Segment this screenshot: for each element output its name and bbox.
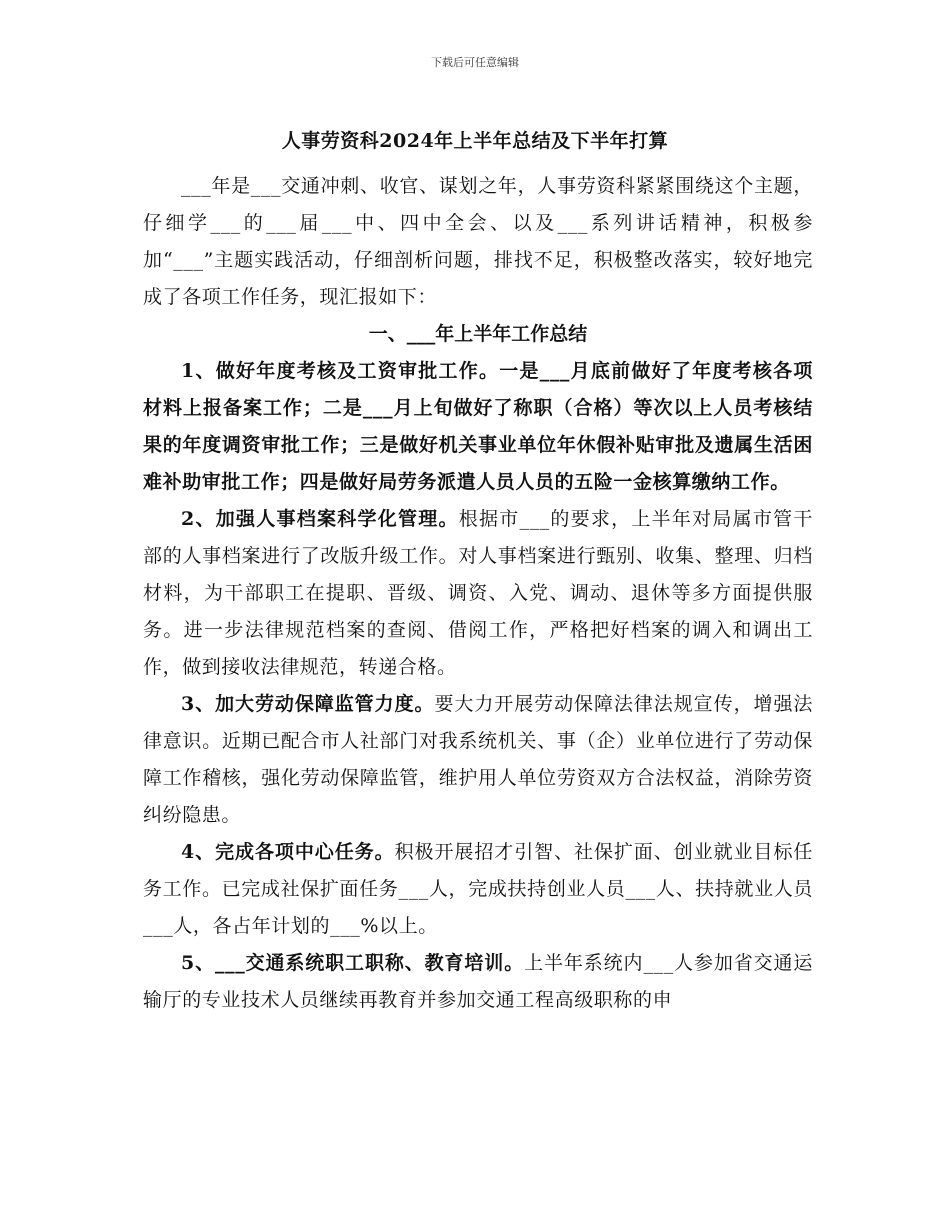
item-paragraph-3 [143,686,813,834]
item-lead: 2、加强人事档案科学化管理。 [181,508,459,530]
item-lead: 4、完成各项中心任务。 [181,841,395,863]
item-lead: 3、加大劳动保障监管力度。 [181,693,435,715]
intro-paragraph: ___年是___交通冲刺、收官、谋划之年，人事劳资科紧紧围绕这个主题，仔细学___的___届___中、四中全会、以及___系列讲话精神，积极参加“___”主题实践活动，仔细剖析问题，排找不足，积极整改落实，较好地完成了各项工作任务，现汇报如下： [143,175,813,308]
item-body: 根据市___的要求，上半年对局属市管干部的人事档案进行了改版升级工作。对人事档案进行甄别、收集、整理、归档材料，为干部职工在提职、晋级、调资、入党、调动、退休等多方面提供服务。进一步法律规范档案的查阅、借阅工作，严格把好档案的调入和调出工作，做到接收法律规范，转递合格。 [143,508,814,678]
item-paragraph-4 [143,834,813,945]
section-heading: 一、___年上半年工作总结 [368,323,588,345]
item-body: 积极开展招才引智、社保扩面、创业就业目标任务工作。已完成社保扩面任务___人，完成扶持创业人员___人、扶持就业人员___人，各占年计划的___%以上。 [143,841,813,937]
item-body: 要大力开展劳动保障法律法规宣传，增强法律意识。近期已配合市人社部门对我系统机关、事（企）业单位进行了劳动保障工作稽核，强化劳动保障监管，维护用人单位劳资双方合法权益，消除劳资纠纷隐患。 [143,693,813,826]
item-lead: 5、___交通系统职工职称、教育培训。 [181,952,525,974]
header-note: 下载后可任意编辑 [431,56,519,69]
item-paragraph-2 [143,501,813,686]
document-title: 人事劳资科2024年上半年总结及下半年打算 [281,130,669,152]
item-body: 上半年系统内___人参加省交通运输厅的专业技术人员继续再教育并参加交通工程高级职称的申 [143,952,813,1011]
item-paragraph-5 [143,945,813,1019]
item-paragraph-1 [143,353,813,501]
item-body: 一是___月底前做好了年度考核各项材料上报备案工作；二是___月上旬做好了称职（合格）等次以上人员考核结果的年度调资审批工作；三是做好机关事业单位年休假补贴审批及遗属生活困难补助审批工作；四是做好局劳务派遣人员人员的五险一金核算缴纳工作。 [143,360,814,493]
item-lead: 1、做好年度考核及工资审批工作。 [181,360,500,382]
document-body [143,168,813,1019]
